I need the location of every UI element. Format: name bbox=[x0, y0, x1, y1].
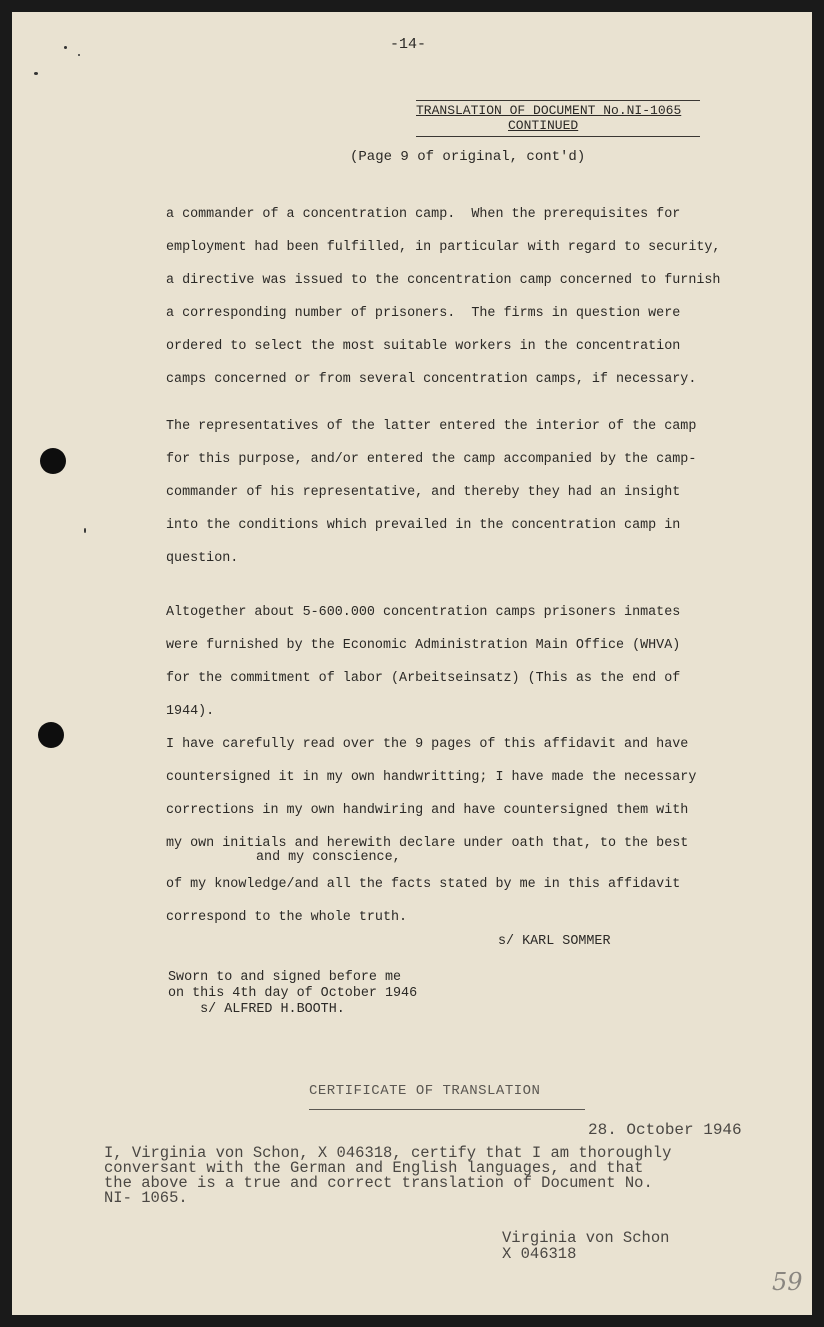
paragraph-3: Altogether about 5-600.000 concentration camps prisoners inmates were furnished by the Economic Administration Main Office (WHVA) for the commitment of labor (Arbeitseinsatz) (This as the end of 1944). bbox=[166, 605, 681, 719]
paragraph-4: I have carefully read over the 9 pages of this affidavit and have countersigned it in my own handwritting; I have made the necessary corrections in my own handwiring and have countersigned them with my own initials and herewith declare under oath that, to the best bbox=[166, 737, 697, 851]
sworn-statement: Sworn to and signed before me on this 4th day of October 1946 s/ ALFRED H.BOOTH. bbox=[168, 970, 418, 1017]
translator-signature: Virginia von Schon X 046318 bbox=[502, 1229, 670, 1263]
header-bottom-rule bbox=[416, 136, 700, 137]
folio-number: 59 bbox=[772, 1268, 803, 1296]
document-page bbox=[12, 12, 812, 1315]
interlinear-insertion: and my conscience, bbox=[256, 850, 401, 865]
paragraph-2: The representatives of the latter entered the interior of the camp for this purpose, and/or entered the camp accompanied by the camp- commander of his representative, and thereby they had an insight into the conditions which prevailed in the concentration camp in question. bbox=[166, 419, 697, 566]
paragraph-4-end: of my knowledge/and all the facts stated by me in this affidavit correspond to the whole truth. bbox=[166, 877, 681, 925]
paper-speck bbox=[78, 54, 80, 56]
page-reference: (Page 9 of original, cont'd) bbox=[350, 149, 586, 165]
header-continued: CONTINUED bbox=[508, 118, 579, 133]
punch-hole-bottom bbox=[38, 722, 64, 748]
paper-speck bbox=[84, 528, 86, 533]
certificate-body: I, Virginia von Schon, X 046318, certify that I am thoroughly conversant with the German and English languages, and that the above is a true and correct translation of Document No. NI- 1065. bbox=[104, 1144, 672, 1207]
paper-speck bbox=[34, 72, 38, 75]
paper-speck bbox=[64, 46, 67, 49]
affiant-signature: s/ KARL SOMMER bbox=[498, 934, 611, 949]
certificate-rule bbox=[309, 1109, 585, 1110]
certificate-title: CERTIFICATE OF TRANSLATION bbox=[309, 1083, 541, 1099]
punch-hole-top bbox=[40, 448, 66, 474]
paragraph-1: a commander of a concentration camp. When the prerequisites for employment had been fulfilled, in particular with regard to security, a directive was issued to the concentration camp concerned to furnish a corresponding number of prisoners. The firms in question were ordered to select the most suitable workers in the concentration camps concerned or from several concentration camps, if necessary. bbox=[166, 207, 721, 387]
certificate-date: 28. October 1946 bbox=[588, 1121, 742, 1139]
translation-header bbox=[416, 100, 700, 137]
page-number: -14- bbox=[390, 36, 427, 53]
header-title: TRANSLATION OF DOCUMENT No.NI-1065 bbox=[416, 103, 682, 118]
